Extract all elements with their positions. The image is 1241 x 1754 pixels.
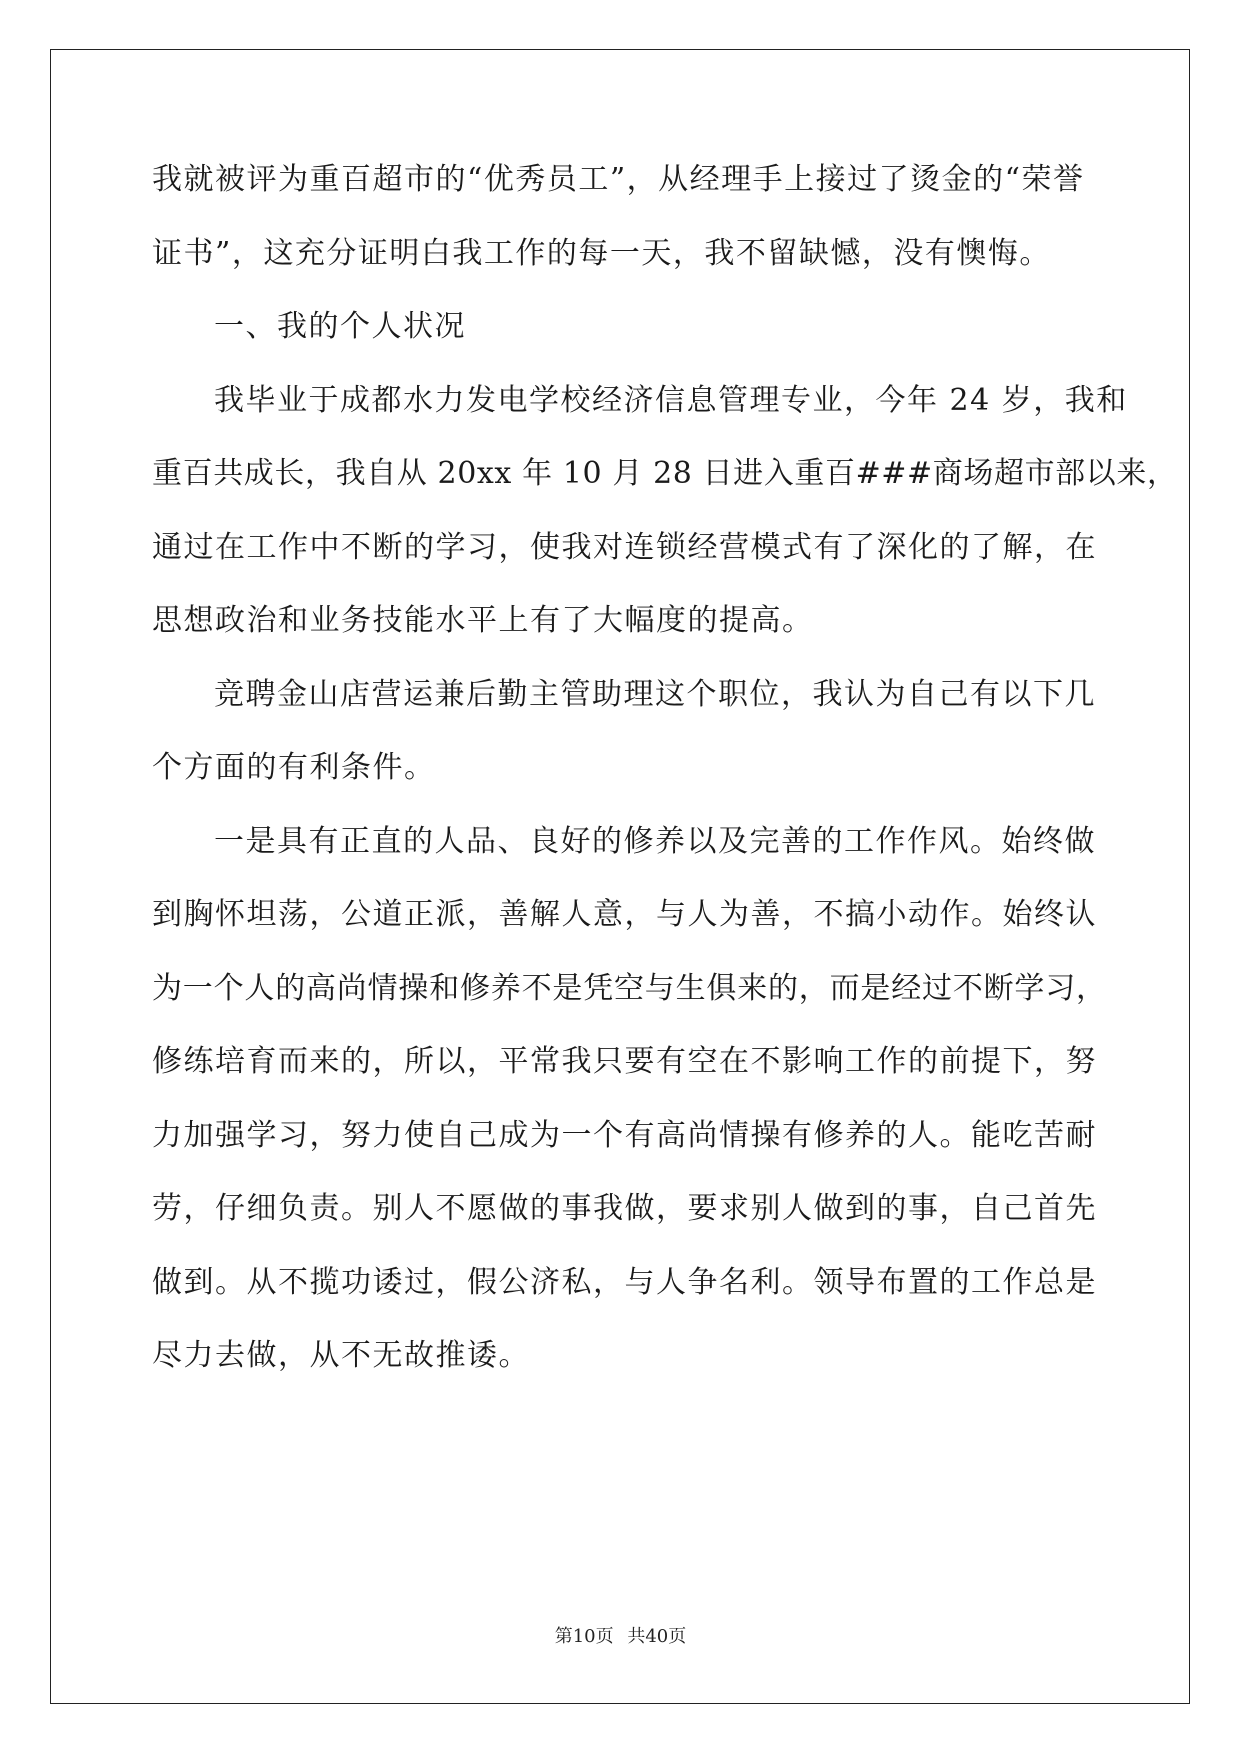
text-line: 重百共成长，我自从 20xx 年 10 月 28 日进入重百###商场超市部以来， (152, 456, 1178, 491)
text-line: 思想政治和业务技能水平上有了大幅度的提高。 (152, 603, 814, 638)
text-line: 我毕业于成都水力发电学校经济信息管理专业，今年 24 岁，我和 (214, 383, 1128, 418)
page-number: 第10页 (554, 1626, 614, 1647)
text-line: 修练培育而来的，所以，平常我只要有空在不影响工作的前提下，努 (152, 1044, 1097, 1079)
text-line: 尽力去做，从不无故推诿。 (152, 1338, 530, 1373)
text-line: 竞聘金山店营运兼后勤主管助理这个职位，我认为自己有以下几 (214, 677, 1096, 712)
text-line: 为一个人的高尚情操和修养不是凭空与生俱来的，而是经过不断学习， (152, 971, 1107, 1006)
text-line: 力加强学习，努力使自己成为一个有高尚情操有修养的人。能吃苦耐 (152, 1118, 1097, 1153)
text-line: 我就被评为重百超市的“优秀员工”，从经理手上接过了烫金的“荣誉 (152, 162, 1085, 197)
text-line: 个方面的有利条件。 (152, 750, 436, 785)
text-line: 到胸怀坦荡，公道正派，善解人意，与人为善，不搞小动作。始终认 (152, 897, 1097, 932)
text-line: 证书”，这充分证明白我工作的每一天，我不留缺憾，没有懊悔。 (152, 236, 1051, 271)
text-line: 通过在工作中不断的学习，使我对连锁经营模式有了深化的了解，在 (152, 530, 1097, 565)
text-line: 做到。从不揽功诿过，假公济私，与人争名利。领导布置的工作总是 (152, 1265, 1097, 1300)
text-line: 一是具有正直的人品、良好的修养以及完善的工作作风。始终做 (214, 824, 1096, 859)
total-pages: 共40页 (627, 1626, 687, 1647)
page-footer (0, 1625, 1241, 1649)
page-border (50, 49, 1190, 1704)
text-line: 劳，仔细负责。别人不愿做的事我做，要求别人做到的事，自己首先 (152, 1191, 1097, 1226)
section-heading: 一、我的个人状况 (214, 309, 466, 344)
